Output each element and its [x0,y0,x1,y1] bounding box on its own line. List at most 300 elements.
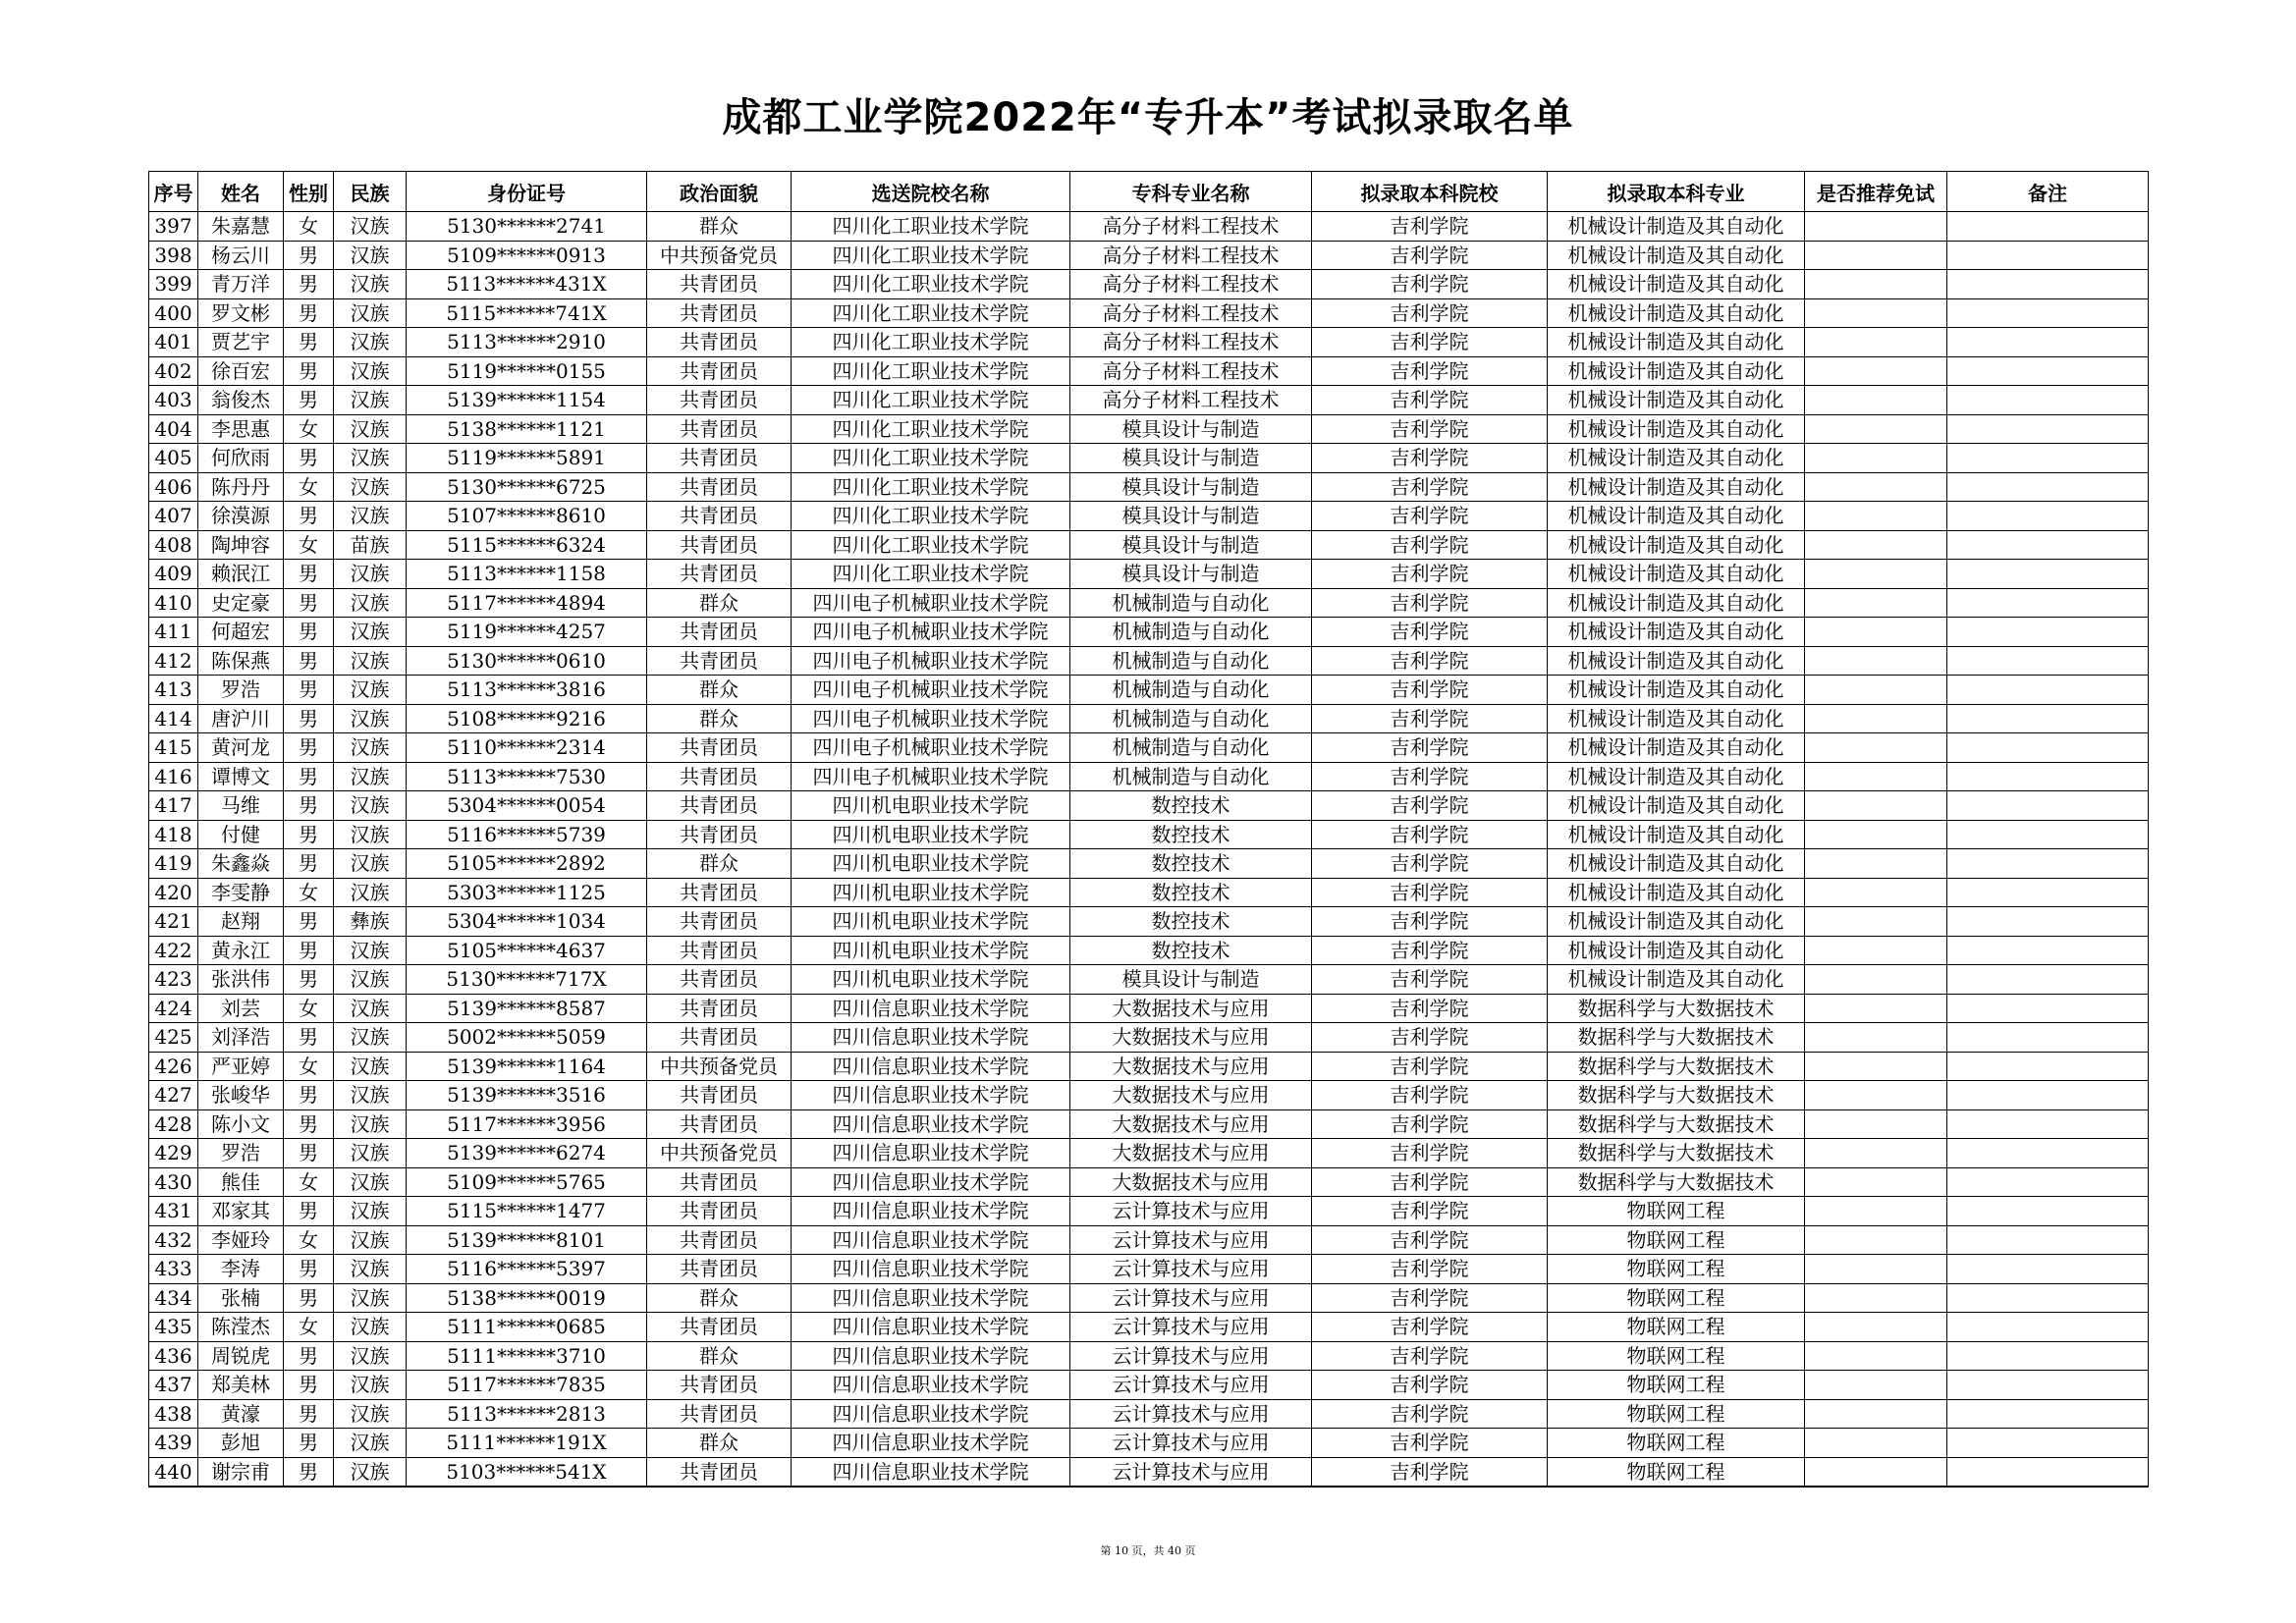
cell-admitted-major: 机械设计制造及其自动化 [1548,356,1805,386]
cell-admitted-major: 机械设计制造及其自动化 [1548,212,1805,242]
cell-gender: 男 [284,1457,334,1487]
cell-admitting-university: 吉利学院 [1312,270,1548,299]
cell-admitted-major: 机械设计制造及其自动化 [1548,965,1805,995]
cell-ethnicity: 汉族 [334,1052,407,1081]
cell-remarks [1947,1139,2149,1168]
cell-exam-exempt [1805,1023,1947,1053]
cell-ethnicity: 汉族 [334,1457,407,1487]
page-title: 成都工业学院2022年“专升本”考试拟录取名单 [722,95,1574,140]
cell-ethnicity: 汉族 [334,994,407,1023]
table-row [149,618,2149,647]
cell-admitting-university: 吉利学院 [1312,936,1548,965]
cell-political-status: 共青团员 [647,560,792,589]
cell-political-status: 共青团员 [647,878,792,907]
cell-remarks [1947,241,2149,270]
cell-admitting-university: 吉利学院 [1312,849,1548,879]
cell-sending-school: 四川信息职业技术学院 [792,1139,1070,1168]
cell-name: 陶坤容 [198,530,284,560]
cell-sending-school: 四川信息职业技术学院 [792,1052,1070,1081]
cell-name: 彭旭 [198,1429,284,1458]
cell-college-major: 数控技术 [1070,936,1312,965]
cell-gender: 女 [284,1313,334,1342]
cell-sending-school: 四川化工职业技术学院 [792,328,1070,357]
cell-remarks [1947,1197,2149,1226]
cell-id-number: 5108******9216 [407,704,647,733]
cell-name: 罗文彬 [198,298,284,328]
cell-admitting-university: 吉利学院 [1312,1109,1548,1139]
cell-admitted-major: 数据科学与大数据技术 [1548,1052,1805,1081]
cell-index: 420 [149,878,198,907]
cell-remarks [1947,444,2149,473]
cell-index: 422 [149,936,198,965]
table-row [149,1225,2149,1255]
cell-admitting-university: 吉利学院 [1312,414,1548,444]
cell-id-number: 5119******0155 [407,356,647,386]
cell-sending-school: 四川信息职业技术学院 [792,1197,1070,1226]
cell-gender: 女 [284,994,334,1023]
cell-political-status: 群众 [647,212,792,242]
cell-sending-school: 四川信息职业技术学院 [792,1313,1070,1342]
cell-name: 谢宗甫 [198,1457,284,1487]
cell-remarks [1947,1081,2149,1110]
cell-exam-exempt [1805,502,1947,531]
table-row [149,791,2149,821]
cell-gender: 男 [284,1109,334,1139]
cell-id-number: 5138******1121 [407,414,647,444]
cell-ethnicity: 汉族 [334,849,407,879]
cell-exam-exempt [1805,646,1947,676]
cell-remarks [1947,1225,2149,1255]
cell-index: 398 [149,241,198,270]
cell-index: 407 [149,502,198,531]
cell-gender: 男 [284,791,334,821]
cell-exam-exempt [1805,1457,1947,1487]
cell-admitted-major: 机械设计制造及其自动化 [1548,241,1805,270]
cell-remarks [1947,472,2149,502]
cell-sending-school: 四川机电职业技术学院 [792,878,1070,907]
cell-college-major: 数控技术 [1070,878,1312,907]
cell-admitted-major: 机械设计制造及其自动化 [1548,878,1805,907]
cell-gender: 男 [284,1341,334,1371]
cell-admitting-university: 吉利学院 [1312,356,1548,386]
table-row [149,414,2149,444]
cell-ethnicity: 汉族 [334,1399,407,1429]
cell-gender: 男 [284,1023,334,1053]
cell-admitted-major: 物联网工程 [1548,1283,1805,1313]
cell-college-major: 模具设计与制造 [1070,560,1312,589]
col-header-sending-school: 选送院校名称 [792,172,1070,212]
cell-political-status: 共青团员 [647,762,792,791]
cell-exam-exempt [1805,270,1947,299]
cell-sending-school: 四川信息职业技术学院 [792,1081,1070,1110]
cell-gender: 男 [284,1197,334,1226]
cell-index: 408 [149,530,198,560]
cell-exam-exempt [1805,1313,1947,1342]
cell-name: 李涛 [198,1255,284,1284]
cell-index: 421 [149,907,198,937]
cell-gender: 男 [284,907,334,937]
cell-sending-school: 四川化工职业技术学院 [792,444,1070,473]
cell-political-status: 共青团员 [647,1255,792,1284]
cell-ethnicity: 汉族 [334,733,407,763]
cell-name: 谭博文 [198,762,284,791]
cell-admitted-major: 物联网工程 [1548,1457,1805,1487]
cell-admitted-major: 机械设计制造及其自动化 [1548,414,1805,444]
cell-name: 熊佳 [198,1167,284,1197]
cell-name: 刘芸 [198,994,284,1023]
cell-gender: 男 [284,241,334,270]
cell-admitting-university: 吉利学院 [1312,1052,1548,1081]
cell-remarks [1947,1429,2149,1458]
table-row [149,502,2149,531]
table-row [149,676,2149,705]
cell-id-number: 5119******5891 [407,444,647,473]
cell-political-status: 共青团员 [647,936,792,965]
cell-remarks [1947,386,2149,415]
cell-college-major: 云计算技术与应用 [1070,1197,1312,1226]
cell-name: 李娅玲 [198,1225,284,1255]
col-header-gender: 性别 [284,172,334,212]
cell-ethnicity: 汉族 [334,1109,407,1139]
cell-sending-school: 四川化工职业技术学院 [792,212,1070,242]
cell-gender: 男 [284,386,334,415]
cell-id-number: 5111******191X [407,1429,647,1458]
cell-index: 429 [149,1139,198,1168]
cell-gender: 男 [284,704,334,733]
cell-political-status: 群众 [647,1429,792,1458]
cell-remarks [1947,212,2149,242]
cell-sending-school: 四川信息职业技术学院 [792,1399,1070,1429]
cell-gender: 女 [284,212,334,242]
cell-admitted-major: 机械设计制造及其自动化 [1548,502,1805,531]
cell-gender: 男 [284,1399,334,1429]
cell-admitting-university: 吉利学院 [1312,1313,1548,1342]
cell-ethnicity: 汉族 [334,1167,407,1197]
cell-ethnicity: 汉族 [334,1255,407,1284]
cell-remarks [1947,1399,2149,1429]
cell-political-status: 中共预备党员 [647,1139,792,1168]
cell-political-status: 共青团员 [647,1081,792,1110]
cell-ethnicity: 汉族 [334,676,407,705]
cell-political-status: 共青团员 [647,502,792,531]
cell-college-major: 模具设计与制造 [1070,530,1312,560]
cell-admitting-university: 吉利学院 [1312,1371,1548,1400]
cell-ethnicity: 汉族 [334,298,407,328]
cell-ethnicity: 汉族 [334,1313,407,1342]
cell-exam-exempt [1805,1197,1947,1226]
cell-exam-exempt [1805,1139,1947,1168]
cell-college-major: 高分子材料工程技术 [1070,270,1312,299]
cell-political-status: 共青团员 [647,1371,792,1400]
cell-remarks [1947,936,2149,965]
cell-id-number: 5115******1477 [407,1197,647,1226]
cell-ethnicity: 汉族 [334,270,407,299]
cell-name: 马维 [198,791,284,821]
cell-remarks [1947,560,2149,589]
cell-exam-exempt [1805,1081,1947,1110]
cell-admitted-major: 机械设计制造及其自动化 [1548,444,1805,473]
cell-sending-school: 四川信息职业技术学院 [792,1283,1070,1313]
cell-political-status: 共青团员 [647,1225,792,1255]
cell-ethnicity: 汉族 [334,1225,407,1255]
cell-admitted-major: 机械设计制造及其自动化 [1548,560,1805,589]
cell-exam-exempt [1805,1429,1947,1458]
cell-id-number: 5103******541X [407,1457,647,1487]
cell-sending-school: 四川信息职业技术学院 [792,1457,1070,1487]
cell-gender: 男 [284,762,334,791]
cell-sending-school: 四川电子机械职业技术学院 [792,733,1070,763]
cell-id-number: 5105******2892 [407,849,647,879]
cell-sending-school: 四川信息职业技术学院 [792,1109,1070,1139]
cell-index: 411 [149,618,198,647]
cell-remarks [1947,1313,2149,1342]
cell-exam-exempt [1805,1255,1947,1284]
cell-political-status: 共青团员 [647,444,792,473]
cell-sending-school: 四川电子机械职业技术学院 [792,646,1070,676]
cell-id-number: 5303******1125 [407,878,647,907]
cell-index: 419 [149,849,198,879]
cell-admitted-major: 机械设计制造及其自动化 [1548,298,1805,328]
cell-id-number: 5130******0610 [407,646,647,676]
cell-admitted-major: 机械设计制造及其自动化 [1548,472,1805,502]
table-row [149,1052,2149,1081]
cell-admitting-university: 吉利学院 [1312,1399,1548,1429]
cell-college-major: 高分子材料工程技术 [1070,328,1312,357]
cell-college-major: 大数据技术与应用 [1070,1052,1312,1081]
table-row [149,298,2149,328]
cell-ethnicity: 汉族 [334,1023,407,1053]
cell-index: 413 [149,676,198,705]
cell-exam-exempt [1805,907,1947,937]
cell-name: 何超宏 [198,618,284,647]
cell-exam-exempt [1805,530,1947,560]
cell-gender: 男 [284,502,334,531]
cell-admitted-major: 机械设计制造及其自动化 [1548,936,1805,965]
cell-remarks [1947,878,2149,907]
cell-index: 424 [149,994,198,1023]
cell-sending-school: 四川化工职业技术学院 [792,472,1070,502]
cell-remarks [1947,733,2149,763]
cell-name: 刘泽浩 [198,1023,284,1053]
col-header-index: 序号 [149,172,198,212]
cell-remarks [1947,907,2149,937]
cell-political-status: 共青团员 [647,907,792,937]
cell-admitting-university: 吉利学院 [1312,588,1548,618]
cell-gender: 女 [284,878,334,907]
table-row [149,820,2149,849]
cell-college-major: 云计算技术与应用 [1070,1255,1312,1284]
cell-college-major: 模具设计与制造 [1070,965,1312,995]
cell-exam-exempt [1805,444,1947,473]
cell-ethnicity: 汉族 [334,560,407,589]
cell-college-major: 高分子材料工程技术 [1070,298,1312,328]
cell-remarks [1947,1457,2149,1487]
cell-sending-school: 四川化工职业技术学院 [792,530,1070,560]
table-row [149,1371,2149,1400]
cell-admitting-university: 吉利学院 [1312,1197,1548,1226]
cell-name: 郑美林 [198,1371,284,1400]
cell-id-number: 5138******0019 [407,1283,647,1313]
cell-gender: 男 [284,1139,334,1168]
cell-admitted-major: 数据科学与大数据技术 [1548,1023,1805,1053]
cell-admitted-major: 数据科学与大数据技术 [1548,1081,1805,1110]
cell-admitting-university: 吉利学院 [1312,994,1548,1023]
cell-remarks [1947,1167,2149,1197]
cell-sending-school: 四川电子机械职业技术学院 [792,676,1070,705]
cell-ethnicity: 汉族 [334,328,407,357]
cell-gender: 男 [284,618,334,647]
cell-remarks [1947,298,2149,328]
cell-name: 黄河龙 [198,733,284,763]
cell-gender: 男 [284,676,334,705]
cell-id-number: 5304******0054 [407,791,647,821]
cell-index: 426 [149,1052,198,1081]
cell-exam-exempt [1805,298,1947,328]
cell-remarks [1947,1109,2149,1139]
cell-name: 翁俊杰 [198,386,284,415]
cell-college-major: 高分子材料工程技术 [1070,386,1312,415]
cell-gender: 女 [284,1225,334,1255]
cell-remarks [1947,328,2149,357]
cell-admitted-major: 机械设计制造及其自动化 [1548,704,1805,733]
cell-sending-school: 四川化工职业技术学院 [792,356,1070,386]
cell-ethnicity: 汉族 [334,212,407,242]
cell-sending-school: 四川化工职业技术学院 [792,560,1070,589]
cell-id-number: 5111******3710 [407,1341,647,1371]
cell-college-major: 机械制造与自动化 [1070,618,1312,647]
table-row [149,530,2149,560]
cell-admitting-university: 吉利学院 [1312,1081,1548,1110]
cell-political-status: 共青团员 [647,530,792,560]
cell-exam-exempt [1805,733,1947,763]
cell-exam-exempt [1805,791,1947,821]
cell-college-major: 云计算技术与应用 [1070,1225,1312,1255]
table-row [149,270,2149,299]
cell-index: 428 [149,1109,198,1139]
table-row [149,1197,2149,1226]
cell-exam-exempt [1805,386,1947,415]
cell-admitted-major: 机械设计制造及其自动化 [1548,733,1805,763]
cell-admitting-university: 吉利学院 [1312,791,1548,821]
cell-name: 青万洋 [198,270,284,299]
cell-gender: 男 [284,1371,334,1400]
cell-exam-exempt [1805,212,1947,242]
cell-sending-school: 四川信息职业技术学院 [792,1429,1070,1458]
cell-sending-school: 四川机电职业技术学院 [792,791,1070,821]
cell-admitted-major: 机械设计制造及其自动化 [1548,820,1805,849]
cell-admitting-university: 吉利学院 [1312,762,1548,791]
cell-gender: 女 [284,414,334,444]
cell-index: 432 [149,1225,198,1255]
table-row [149,704,2149,733]
cell-exam-exempt [1805,1225,1947,1255]
cell-id-number: 5130******2741 [407,212,647,242]
cell-admitting-university: 吉利学院 [1312,878,1548,907]
cell-id-number: 5002******5059 [407,1023,647,1053]
cell-name: 张洪伟 [198,965,284,995]
cell-gender: 男 [284,1429,334,1458]
cell-index: 440 [149,1457,198,1487]
cell-college-major: 模具设计与制造 [1070,472,1312,502]
cell-exam-exempt [1805,328,1947,357]
cell-id-number: 5139******3516 [407,1081,647,1110]
cell-admitting-university: 吉利学院 [1312,560,1548,589]
cell-exam-exempt [1805,965,1947,995]
cell-remarks [1947,1371,2149,1400]
cell-sending-school: 四川信息职业技术学院 [792,1167,1070,1197]
cell-college-major: 云计算技术与应用 [1070,1399,1312,1429]
cell-name: 严亚婷 [198,1052,284,1081]
cell-admitting-university: 吉利学院 [1312,298,1548,328]
cell-political-status: 共青团员 [647,965,792,995]
table-row [149,1313,2149,1342]
cell-name: 陈丹丹 [198,472,284,502]
table-row [149,560,2149,589]
cell-remarks [1947,820,2149,849]
cell-name: 陈保燕 [198,646,284,676]
cell-id-number: 5119******4257 [407,618,647,647]
cell-admitting-university: 吉利学院 [1312,1225,1548,1255]
cell-sending-school: 四川电子机械职业技术学院 [792,704,1070,733]
cell-id-number: 5130******6725 [407,472,647,502]
cell-remarks [1947,849,2149,879]
cell-admitting-university: 吉利学院 [1312,1341,1548,1371]
table-row [149,1139,2149,1168]
cell-name: 何欣雨 [198,444,284,473]
cell-admitting-university: 吉利学院 [1312,1139,1548,1168]
cell-college-major: 高分子材料工程技术 [1070,241,1312,270]
cell-ethnicity: 汉族 [334,502,407,531]
cell-remarks [1947,502,2149,531]
cell-admitted-major: 机械设计制造及其自动化 [1548,328,1805,357]
cell-index: 434 [149,1283,198,1313]
cell-index: 433 [149,1255,198,1284]
table-row [149,762,2149,791]
cell-college-major: 大数据技术与应用 [1070,1081,1312,1110]
cell-admitting-university: 吉利学院 [1312,646,1548,676]
col-header-college-major: 专科专业名称 [1070,172,1312,212]
cell-political-status: 共青团员 [647,1399,792,1429]
cell-ethnicity: 汉族 [334,965,407,995]
table-row [149,1457,2149,1487]
cell-gender: 男 [284,820,334,849]
cell-political-status: 共青团员 [647,414,792,444]
cell-admitted-major: 机械设计制造及其自动化 [1548,907,1805,937]
cell-index: 437 [149,1371,198,1400]
cell-index: 412 [149,646,198,676]
cell-remarks [1947,965,2149,995]
cell-id-number: 5111******0685 [407,1313,647,1342]
cell-admitting-university: 吉利学院 [1312,1429,1548,1458]
cell-gender: 男 [284,270,334,299]
cell-sending-school: 四川信息职业技术学院 [792,1023,1070,1053]
cell-name: 周锐虎 [198,1341,284,1371]
cell-political-status: 群众 [647,849,792,879]
cell-admitted-major: 物联网工程 [1548,1429,1805,1458]
cell-ethnicity: 汉族 [334,1283,407,1313]
cell-political-status: 共青团员 [647,994,792,1023]
cell-index: 409 [149,560,198,589]
cell-index: 399 [149,270,198,299]
cell-admitted-major: 机械设计制造及其自动化 [1548,676,1805,705]
col-header-admitting-university: 拟录取本科院校 [1312,172,1548,212]
cell-college-major: 高分子材料工程技术 [1070,212,1312,242]
cell-college-major: 模具设计与制造 [1070,414,1312,444]
col-header-name: 姓名 [198,172,284,212]
cell-remarks [1947,704,2149,733]
cell-admitted-major: 数据科学与大数据技术 [1548,1139,1805,1168]
cell-college-major: 数控技术 [1070,820,1312,849]
